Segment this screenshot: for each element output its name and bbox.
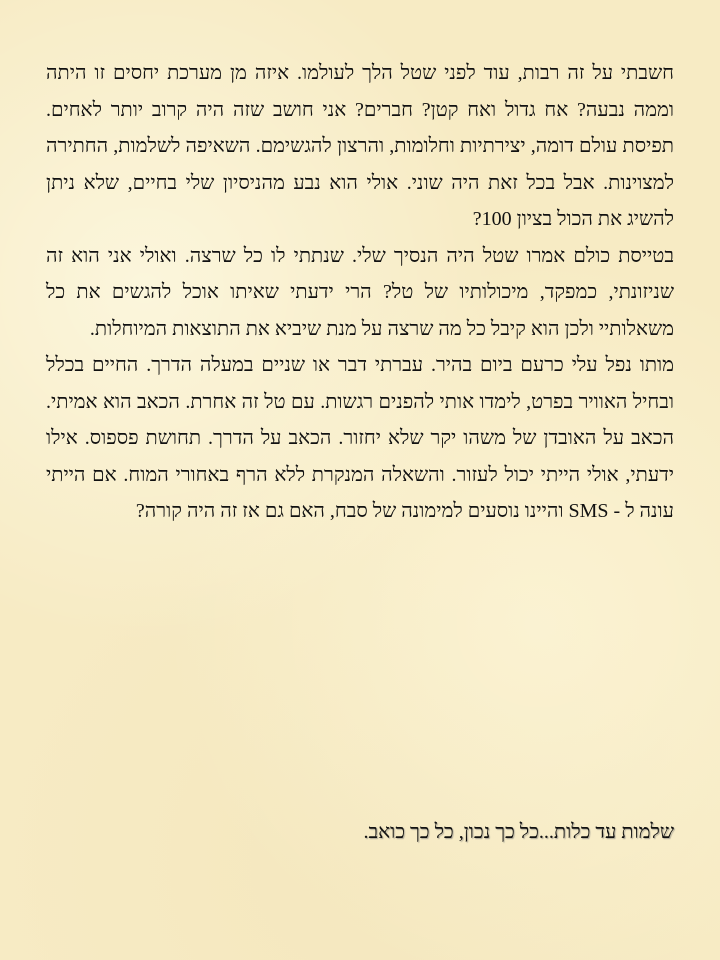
paragraph-2: בטייסת כולם אמרו שטל היה הנסיך שלי. שנתתי לו כל שרצה. ואולי אני הוא זה שניזונתי, כמפקד, מיכולותיו של טל? הרי ידעתי שאיתו אוכל להגשים את כל משאלותיי ולכן הוא קיבל כל מה שרצה על מנת שיביא את התוצאות המיוחלות. xyxy=(46,244,674,340)
paragraph-3: מותו נפל עלי כרעם ביום בהיר. עברתי דבר או שניים במעלה הדרך. החיים בכלל ובחיל האוויר בפרט, לימדו אותי להפנים רגשות. עם טל זה אחרת. הכאב הוא אמיתי. הכאב על האובדן של משהו יקר שלא יחזור. הכאב על הדרך. תחושת פספוס. אילו ידעתי, אולי הייתי יכול לעזור. והשאלה המנקרת ללא הרף באחורי המוח. אם הייתי עונה ל - SMS והיינו נוסעים למימונה של סבח, האם גם אז זה היה קורה? xyxy=(46,354,674,522)
body-text xyxy=(46,55,674,530)
closing-line: שלמות עד כלות...כל כך נכון, כל כך כואב. xyxy=(363,821,674,843)
paragraph-1: חשבתי על זה רבות, עוד לפני שטל הלך לעולמו. איזה מן מערכת יחסים זו היתה וממה נבעה? אח גדול ואח קטן? חברים? אני חושב שזה היה קרוב יותר לאחים. תפיסת עולם דומה, יצירתיות וחלומות, והרצון להגשימם. השאיפה לשלמות, החתירה למצוינות. אבל בכל זאת היה שוני. אולי הוא נבע מהניסיון שלי בחיים, שלא ניתן להשיג את הכול בציון 100? xyxy=(46,62,674,230)
